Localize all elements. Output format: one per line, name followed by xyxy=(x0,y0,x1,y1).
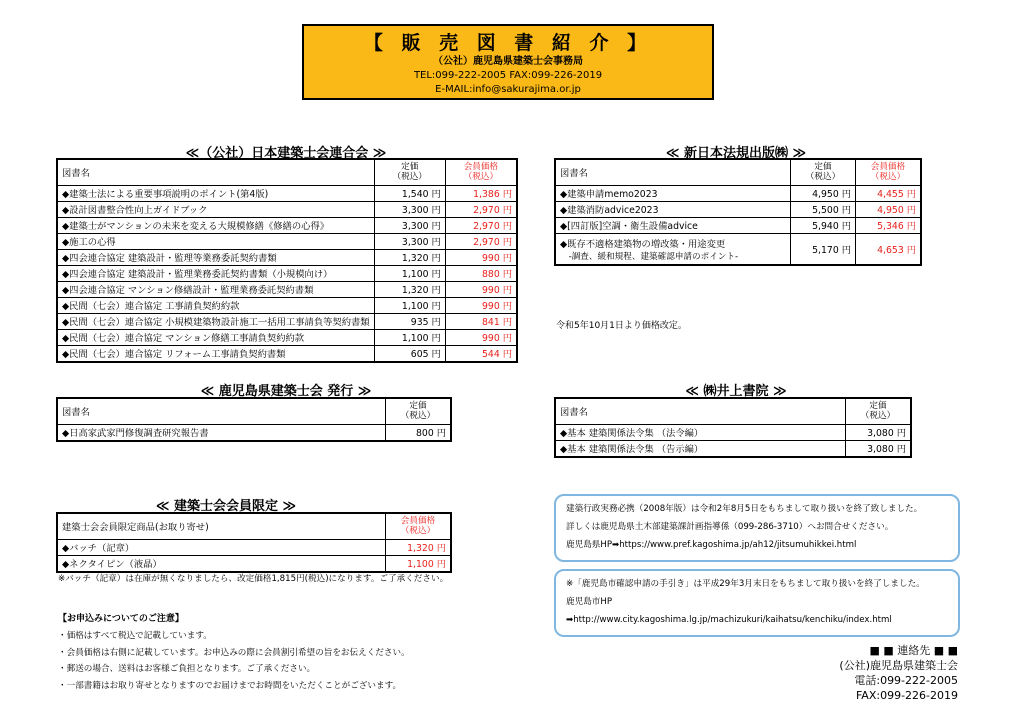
cell-name: ◆四会連合協定 建築設計・監理業務委託契約書類（小規模向け） xyxy=(57,265,374,281)
cell-member: 880 円 xyxy=(445,265,517,281)
cell-price: 3,300 円 xyxy=(374,201,445,217)
cell-member: 544 円 xyxy=(445,345,517,362)
notice-line: ・価格はすべて税込で記載しています。 xyxy=(58,631,212,641)
table-row xyxy=(57,424,451,441)
cell-name xyxy=(555,233,791,265)
col-member-header: 会員価格 （税込） xyxy=(386,513,452,539)
cell-price: 1,540 円 xyxy=(374,185,445,201)
table-row xyxy=(555,233,921,265)
cell-name-line1: ◆既存不適格建築物の増改築・用途変更 xyxy=(560,238,726,250)
info2-line1: ※「鹿児島市確認申請の手引き」は平成29年3月末日をもちまして取り扱いを終了しました。 xyxy=(566,579,925,589)
cell-price: 5,500 円 xyxy=(791,201,856,217)
table-row xyxy=(57,297,517,313)
table-row xyxy=(555,440,911,457)
cell-name: ◆設計図書整合性向上ガイドブック xyxy=(57,201,374,217)
cell-price: 5,170 円 xyxy=(791,233,856,265)
info1-line2: 詳しくは鹿児島県土木部建築課計画指導係（099-286-3710）へお問合せください。 xyxy=(566,522,894,532)
table-row xyxy=(57,329,517,345)
table-row xyxy=(57,539,451,555)
cell-member: 990 円 xyxy=(445,329,517,345)
header-org: （公社）鹿児島県建築士会事務局 xyxy=(433,56,583,67)
info-box-jitsumu xyxy=(554,494,960,562)
cell-name: ◆民間（七会）連合協定 リフォーム工事請負契約書類 xyxy=(57,345,374,362)
col-name-header: 建築士会会員限定商品(お取り寄せ) xyxy=(57,513,386,539)
cell-member: 990 円 xyxy=(445,249,517,265)
cell-name: ◆建築士法による重要事項説明のポイント(第4版) xyxy=(57,185,374,201)
cell-price: 1,100 円 xyxy=(374,265,445,281)
cell-name: ◆基本 建築関係法令集 （告示編） xyxy=(555,440,846,457)
cell-price: 3,300 円 xyxy=(374,233,445,249)
cell-price: 5,940 円 xyxy=(791,217,856,233)
cell-member: 1,386 円 xyxy=(445,185,517,201)
cell-member: 841 円 xyxy=(445,313,517,329)
col-name-header: 図書名 xyxy=(57,159,374,185)
cell-name: ◆民間（七会）連合協定 マンション修繕工事請負契約約款 xyxy=(57,329,374,345)
sec3-title: ≪ 鹿児島県建築士会 発行 ≫ xyxy=(200,384,372,399)
cell-price: 1,320 円 xyxy=(374,249,445,265)
col-price-header: 定価 （税込） xyxy=(386,398,452,424)
cell-price: 935 円 xyxy=(374,313,445,329)
cell-member: 5,346 円 xyxy=(856,217,922,233)
sec4-table xyxy=(554,397,912,458)
cell-price: 1,100 円 xyxy=(374,329,445,345)
header-box xyxy=(302,24,714,100)
col-price-header: 定価 （税込） xyxy=(791,159,856,185)
cell-price: 3,080 円 xyxy=(846,424,912,440)
cell-price: 800 円 xyxy=(386,424,452,441)
info1-link[interactable]: 鹿児島県HP➡https://www.pref.kagoshima.jp/ah12/jitsumuhikkei.html xyxy=(566,540,857,550)
cell-member: 4,455 円 xyxy=(856,185,922,201)
sec5-title: ≪ 建築士会会員限定 ≫ xyxy=(155,499,297,514)
cell-name: ◆建築申請memo2023 xyxy=(555,185,791,201)
table-row xyxy=(57,345,517,362)
table-row xyxy=(57,233,517,249)
sec5-table xyxy=(56,512,452,573)
cell-name: ◆バッチ（記章） xyxy=(57,539,386,555)
sec2-table xyxy=(554,158,922,266)
table-row xyxy=(57,185,517,201)
cell-name: ◆四会連合協定 マンション修繕設計・監理業務委託契約書類 xyxy=(57,281,374,297)
col-member-header: 会員価格 （税込） xyxy=(856,159,922,185)
col-price-header: 定価 （税込） xyxy=(374,159,445,185)
cell-name: ◆四会連合協定 建築設計・監理等業務委託契約書類 xyxy=(57,249,374,265)
info-box-city xyxy=(554,569,960,637)
contact-block xyxy=(839,643,958,703)
cell-member: 2,970 円 xyxy=(445,201,517,217)
cell-name: ◆民間（七会）連合協定 小規模建築物設計施工一括用工事請負等契約書類 xyxy=(57,313,374,329)
table-row xyxy=(57,313,517,329)
cell-member: 2,970 円 xyxy=(445,217,517,233)
cell-name: ◆基本 建築関係法令集 （法令編） xyxy=(555,424,846,440)
table-row xyxy=(57,201,517,217)
header-email[interactable]: E-MAIL:info@sakurajima.or.jp xyxy=(435,84,581,95)
sec1-title: ≪（公社）日本建築士会連合会 ≫ xyxy=(185,146,387,161)
contact-org: (公社)鹿児島県建築士会 xyxy=(839,659,958,672)
sec4-title: ≪ ㈱井上書院 ≫ xyxy=(685,384,787,399)
badge-note: ※バッチ（記章）は在庫が無くなりましたら、改定価格1,815円(税込)になります。ご了承ください。 xyxy=(58,574,449,584)
cell-member: 4,653 円 xyxy=(856,233,922,265)
table-row xyxy=(555,185,921,201)
cell-member: 990 円 xyxy=(445,297,517,313)
cell-name: ◆民間（七会）連合協定 工事請負契約約款 xyxy=(57,297,374,313)
notice-title: 【お申込みについてのご注意】 xyxy=(58,614,184,624)
contact-fax: FAX:099-226-2019 xyxy=(855,689,958,702)
cell-price: 605 円 xyxy=(374,345,445,362)
info2-link[interactable]: ➡http://www.city.kagoshima.lg.jp/machizukuri/kaihatsu/kenchiku/index.html xyxy=(566,615,892,625)
cell-member: 1,100 円 xyxy=(386,555,452,572)
cell-name: ◆建築士がマンションの未来を変える大規模修繕《修繕の心得》 xyxy=(57,217,374,233)
info1-line1: 建築行政実務必携（2008年版）は令和2年8月5日をもちまして取り扱いを終了致しました。 xyxy=(566,504,923,514)
table-row xyxy=(57,555,451,572)
cell-name: ◆日高家武家門修復調査研究報告書 xyxy=(57,424,386,441)
header-tel-fax: TEL:099-222-2005 FAX:099-226-2019 xyxy=(413,70,603,81)
contact-tel[interactable]: 電話:099-222-2005 xyxy=(854,674,958,687)
col-member-header: 会員価格 （税込） xyxy=(445,159,517,185)
contact-label: ■ ■ 連絡先 ■ ■ xyxy=(869,644,958,657)
notice-line: ・会員価格は右側に記載しています。お申込みの際に会員割引希望の旨をお伝えください。 xyxy=(58,647,410,658)
notice-line: ・郵送の場合、送料はお客様ご負担となります。ご了承ください。 xyxy=(58,664,316,674)
table-row xyxy=(555,217,921,233)
table-row xyxy=(57,281,517,297)
sec2-title: ≪ 新日本法規出版㈱ ≫ xyxy=(665,146,807,161)
cell-name: ◆[四訂版]空調・衛生設備advice xyxy=(555,217,791,233)
table-row xyxy=(57,217,517,233)
notice-line: ・一部書籍はお取り寄せとなりますのでお届けまでお時間をいただくことがございます。 xyxy=(58,680,402,691)
notice-lines xyxy=(58,628,410,694)
cell-member: 990 円 xyxy=(445,281,517,297)
col-name-header: 図書名 xyxy=(555,159,791,185)
cell-member: 1,320 円 xyxy=(386,539,452,555)
cell-price: 3,300 円 xyxy=(374,217,445,233)
sec1-table xyxy=(56,158,518,363)
cell-price: 1,100 円 xyxy=(374,297,445,313)
cell-name: ◆ネクタイピン（液晶） xyxy=(57,555,386,572)
cell-price: 3,080 円 xyxy=(846,440,912,457)
cell-name-line2: -調査、緩和規程、建築確認申請のポイント- xyxy=(560,251,739,262)
cell-price: 4,950 円 xyxy=(791,185,856,201)
cell-price: 1,320 円 xyxy=(374,281,445,297)
col-name-header: 図書名 xyxy=(555,398,846,424)
cell-name: ◆建築消防advice2023 xyxy=(555,201,791,217)
sec3-table xyxy=(56,397,452,442)
col-name-header: 図書名 xyxy=(57,398,386,424)
page-title: 【 販 売 図 書 紹 介 】 xyxy=(363,32,653,54)
table-row xyxy=(57,265,517,281)
cell-name: ◆施工の心得 xyxy=(57,233,374,249)
table-row xyxy=(555,201,921,217)
cell-member: 4,950 円 xyxy=(856,201,922,217)
table-row xyxy=(57,249,517,265)
col-price-header: 定価 （税込） xyxy=(846,398,912,424)
info2-line2: 鹿児島市HP xyxy=(566,597,613,607)
price-revision-note: 令和5年10月1日より価格改定。 xyxy=(556,321,687,331)
cell-member: 2,970 円 xyxy=(445,233,517,249)
table-row xyxy=(555,424,911,440)
